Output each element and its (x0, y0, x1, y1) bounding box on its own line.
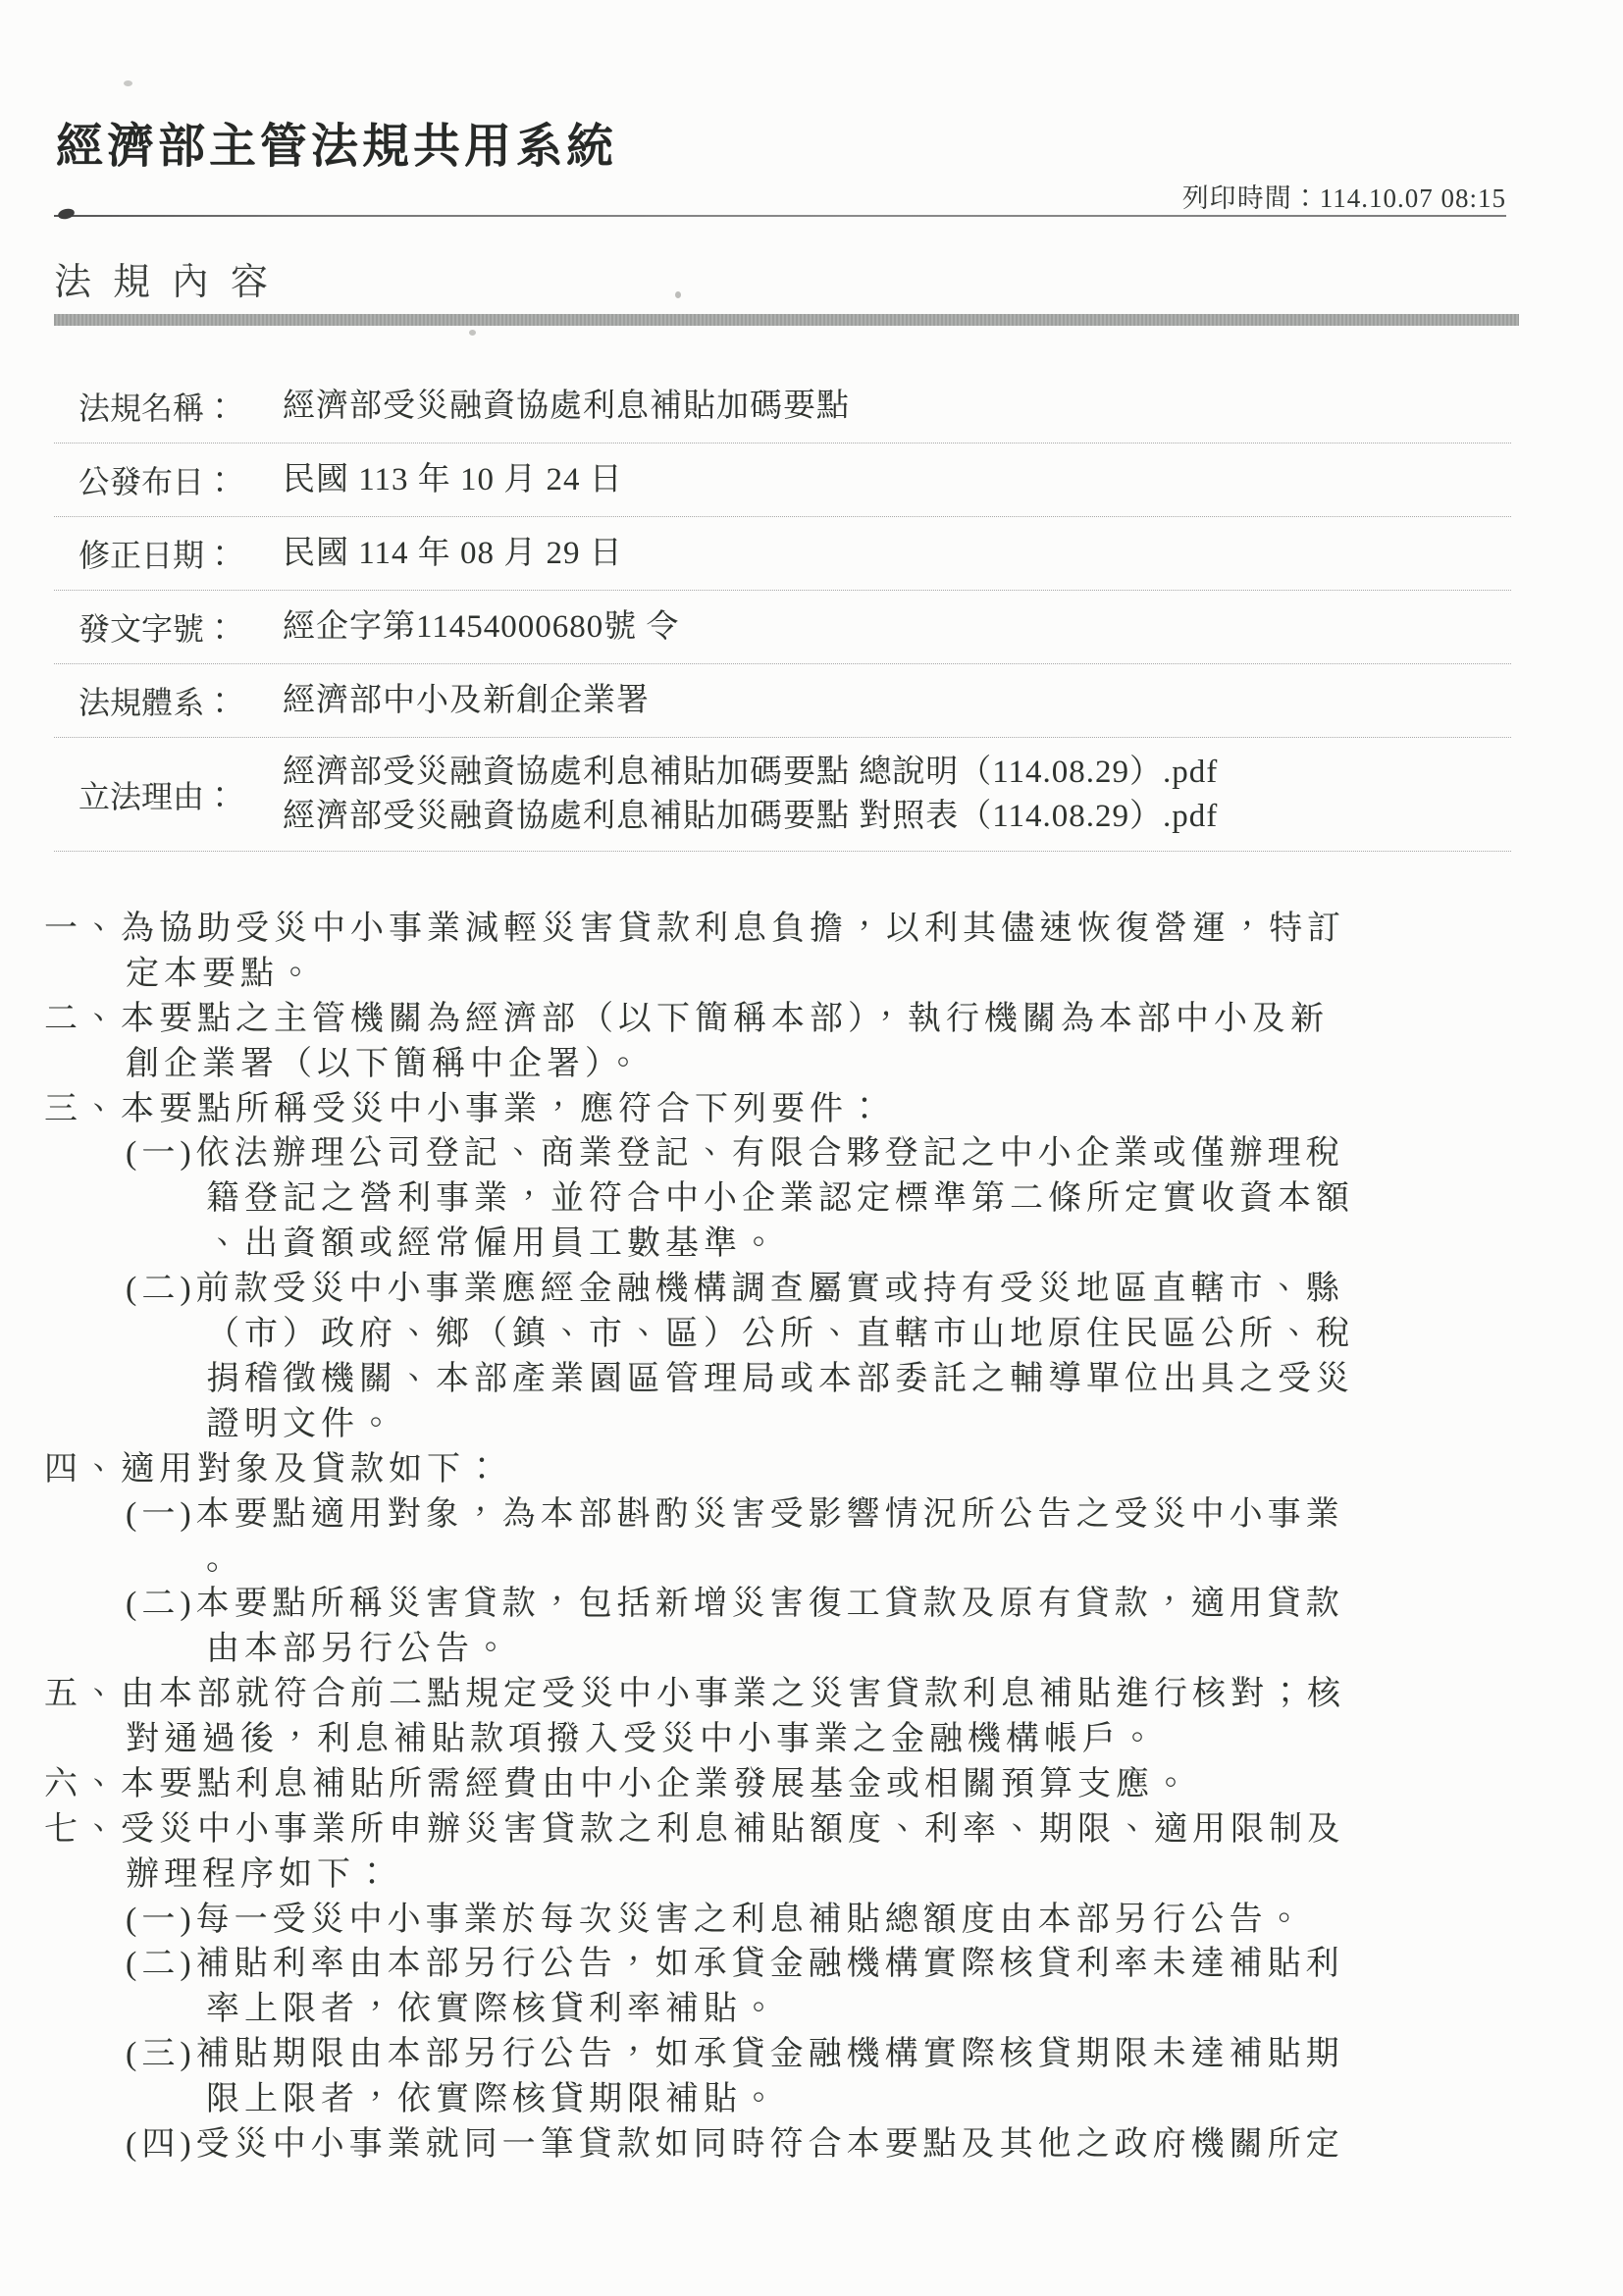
header-divider (54, 215, 1506, 217)
body-line: 七、受災中小事業所申辦災害貸款之利息補貼額度、利率、期限、適用限制及 (44, 1810, 1345, 1848)
body-line: (二)前款受災中小事業應經金融機構調查屬實或持有受災地區直轄市、縣 (126, 1271, 1344, 1308)
meta-row (54, 591, 1511, 664)
scan-artifact-speck (469, 330, 476, 336)
meta-value (283, 385, 850, 429)
meta-value-line: 經企字第11454000680號 令 (283, 608, 680, 645)
law-body-text (44, 907, 1595, 2167)
meta-label: 公發布日： (79, 464, 236, 499)
body-line: 一、為協助受災中小事業減輕災害貸款利息負擔，以利其儘速恢復營運，特訂 (44, 911, 1345, 947)
body-line: 創企業署（以下簡稱中企署）。 (126, 1045, 645, 1082)
body-line: 二、本要點之主管機關為經濟部（以下簡稱本部），執行機關為本部中小及新 (44, 1000, 1329, 1037)
body-line: 辦理程序如下： (126, 1855, 393, 1893)
body-line: (一)本要點適用對象，為本部斟酌災害受影響情況所公告之受災中小事業 (126, 1495, 1344, 1533)
body-line: 四、適用對象及貸款如下： (44, 1450, 503, 1487)
body-line: 、出資額或經常僱用員工數基準。 (206, 1226, 780, 1263)
body-line: (一)每一受災中小事業於每次災害之利息補貼總額度由本部另行公告。 (126, 1901, 1306, 1938)
body-line: 限上限者，依實際核貸期限補貼。 (206, 2081, 780, 2118)
body-line: (三)補貼期限由本部另行公告，如承貸金融機構實際核貸期限未達補貼期 (126, 2036, 1344, 2073)
meta-value (283, 751, 1218, 839)
meta-value-line: 經濟部受災融資協處利息補貼加碼要點 對照表（114.08.29）.pdf (283, 798, 1219, 834)
page-title: 經濟部主管法規共用系統 (56, 121, 618, 173)
meta-label: 發文字號： (79, 611, 236, 647)
body-line: （市）政府、鄉（鎮、市、區）公所、直轄市山地原住民區公所、稅 (206, 1316, 1354, 1353)
meta-row (54, 738, 1511, 852)
section-title: 法規內容 (54, 262, 290, 303)
body-line: 五、由本部就符合前二點規定受災中小事業之災害貸款利息補貼進行核對；核 (44, 1676, 1345, 1713)
body-line: 率上限者，依實際核貸利率補貼。 (206, 1991, 780, 2028)
meta-row (54, 664, 1511, 738)
section-divider-bar (54, 314, 1519, 326)
body-line: 三、本要點所稱受災中小事業，應符合下列要件： (44, 1090, 886, 1127)
body-line: (二)本要點所稱災害貸款，包括新增災害復工貸款及原有貸款，適用貸款 (126, 1586, 1344, 1623)
meta-value (283, 532, 623, 576)
scan-artifact-speck (675, 291, 681, 298)
meta-label: 立法理由： (79, 778, 236, 814)
meta-value (283, 605, 680, 650)
body-line: 。 (206, 1540, 244, 1578)
meta-label: 修正日期： (79, 538, 236, 573)
body-line: (二)補貼利率由本部另行公告，如承貸金融機構實際核貸利率未達補貼利 (126, 1946, 1344, 1983)
meta-row (54, 444, 1511, 517)
meta-value-line: 經濟部受災融資協處利息補貼加碼要點 (283, 388, 850, 424)
meta-value-line: 民國 113 年 10 月 24 日 (283, 461, 623, 497)
meta-value-line: 經濟部中小及新創企業署 (283, 682, 650, 718)
meta-row (54, 370, 1511, 444)
meta-value (283, 458, 623, 502)
body-line: 捐稽徵機關、本部產業園區管理局或本部委託之輔導單位出具之受災 (206, 1360, 1354, 1397)
body-line: (四)受災中小事業就同一筆貸款如同時符合本要點及其他之政府機關所定 (126, 2126, 1344, 2164)
body-line: 證明文件。 (206, 1405, 397, 1442)
scan-artifact-speck (124, 80, 132, 86)
meta-label: 法規體系： (79, 685, 236, 720)
meta-value-line: 民國 114 年 08 月 29 日 (283, 535, 623, 571)
body-line: 對通過後，利息補貼款項撥入受災中小事業之金融機構帳戶。 (126, 1721, 1159, 1758)
body-line: 由本部另行公告。 (206, 1631, 512, 1668)
meta-value (283, 679, 650, 723)
meta-value-line: 經濟部受災融資協處利息補貼加碼要點 總說明（114.08.29）.pdf (283, 754, 1219, 790)
meta-label: 法規名稱： (79, 391, 236, 426)
meta-row (54, 517, 1511, 591)
body-line: 定本要點。 (126, 955, 317, 992)
body-line: (一)依法辦理公司登記、商業登記、有限合夥登記之中小企業或僅辦理稅 (126, 1135, 1344, 1173)
body-line: 六、本要點利息補貼所需經費由中小企業發展基金或相關預算支應。 (44, 1765, 1192, 1802)
print-time: 列印時間：114.10.07 08:15 (1181, 183, 1506, 213)
body-line: 籍登記之營利事業，並符合中小企業認定標準第二條所定實收資本額 (206, 1180, 1354, 1218)
law-metadata-table (54, 370, 1511, 852)
